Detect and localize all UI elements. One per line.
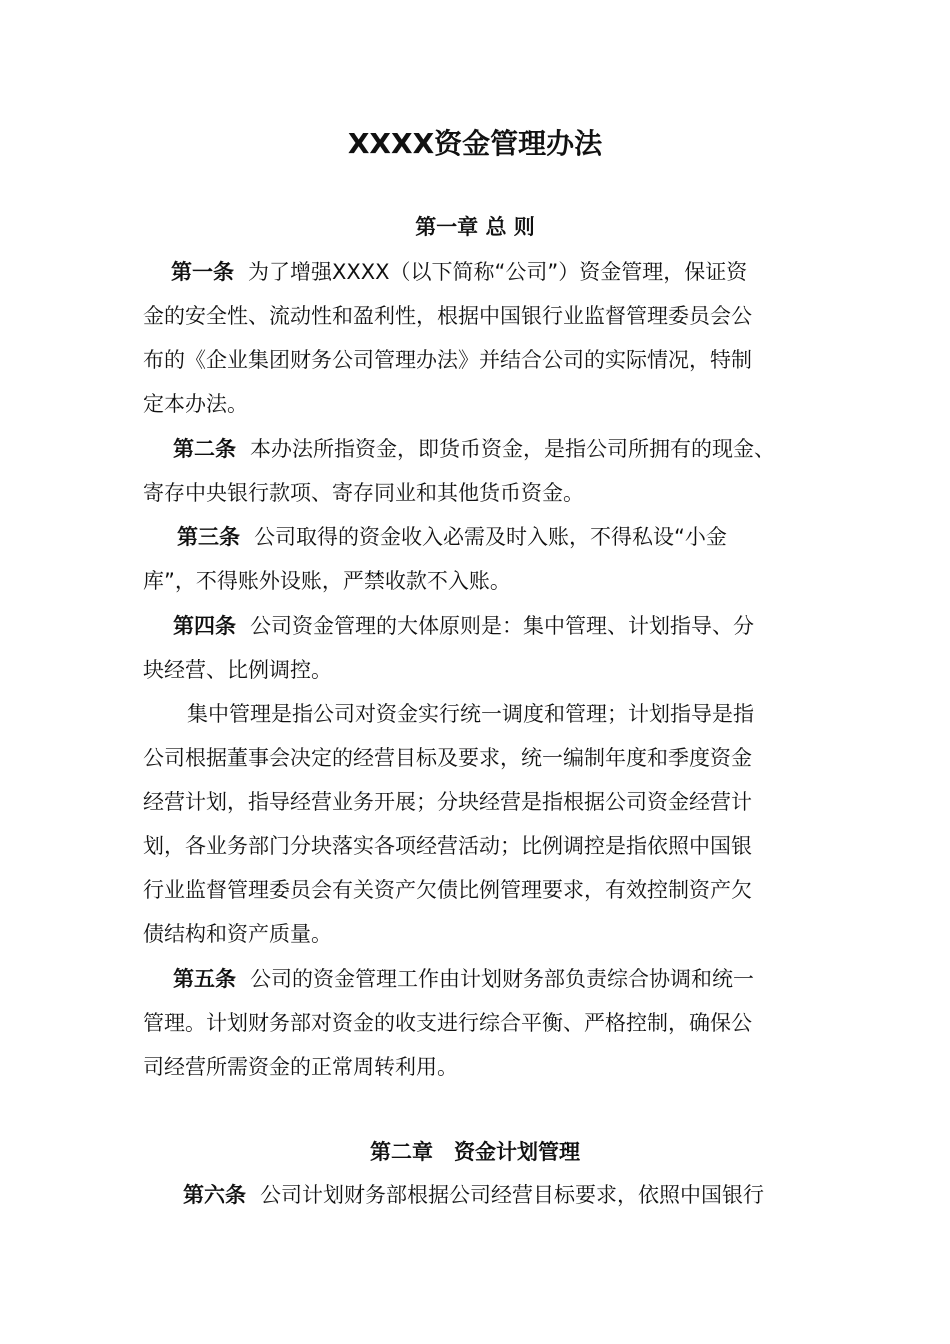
article-2-line-2: 寄存中央银行款项、寄存同业和其他货币资金。 xyxy=(143,481,584,505)
detail-line-2: 公司根据董事会决定的经营目标及要求，统一编制年度和季度资金 xyxy=(143,746,752,770)
article-5-text: 公司的资金管理工作由计划财务部负责综合协调和统一 xyxy=(250,967,754,991)
document-title: XXXX资金管理办法 xyxy=(347,127,603,160)
article-3 xyxy=(143,515,813,603)
detail-line-5: 行业监督管理委员会有关资产欠债比例管理要求，有效控制资产欠 xyxy=(143,878,752,902)
article-2-label: 第二条 xyxy=(173,437,236,461)
article-2-text: 本办法所指资金，即货币资金，是指公司所拥有的现金、 xyxy=(250,437,775,461)
article-2-line-1 xyxy=(143,427,813,471)
article-5-line-1 xyxy=(143,957,813,1001)
article-5-line-2: 管理。计划财务部对资金的收支进行综合平衡、严格控制，确保公 xyxy=(143,1011,752,1035)
article-1-line-4: 定本办法。 xyxy=(143,392,248,416)
article-1-label: 第一条 xyxy=(171,260,234,284)
article-1-line-3: 布的《企业集团财务公司管理办法》并结合公司的实际情况，特制 xyxy=(143,348,752,372)
article-6-label: 第六条 xyxy=(183,1183,246,1207)
detail-line-4: 划，各业务部门分块落实各项经营活动；比例调控是指依照中国银 xyxy=(143,834,752,858)
article-6-text: 公司计划财务部根据公司经营目标要求，依照中国银行 xyxy=(260,1183,764,1207)
article-3-line-2: 库”，不得账外设账，严禁收款不入账。 xyxy=(143,569,511,593)
article-3-label: 第三条 xyxy=(177,525,240,549)
article-3-line-1 xyxy=(143,515,813,559)
article-4-label: 第四条 xyxy=(173,614,236,638)
article-1-line-2: 金的安全性、流动性和盈利性，根据中国银行业监督管理委员会公 xyxy=(143,304,752,328)
article-1-line-1 xyxy=(143,250,813,294)
article-5 xyxy=(143,957,813,1089)
article-4 xyxy=(143,604,813,692)
detail-line-1: 集中管理是指公司对资金实行统一调度和管理；计划指导是指 xyxy=(187,702,754,726)
chapter-heading-1: 第一章 总 则 xyxy=(415,215,535,239)
chapter-heading-2: 第二章 资金计划管理 xyxy=(370,1140,580,1164)
detail-line-3: 经营计划，指导经营业务开展；分块经营是指根据公司资金经营计 xyxy=(143,790,752,814)
article-4-text: 公司资金管理的大体原则是：集中管理、计划指导、分 xyxy=(250,614,754,638)
article-4-line-2: 块经营、比例调控。 xyxy=(143,658,332,682)
article-2 xyxy=(143,427,813,515)
article-1 xyxy=(143,250,813,426)
article-5-label: 第五条 xyxy=(173,967,236,991)
article-6-line-1 xyxy=(143,1173,813,1217)
article-6 xyxy=(143,1173,813,1217)
article-5-line-3: 司经营所需资金的正常周转利用。 xyxy=(143,1055,458,1079)
detail-line-6: 债结构和资产质量。 xyxy=(143,922,332,946)
article-1-text: 为了增强XXXX（以下简称“公司”）资金管理，保证资 xyxy=(248,260,748,284)
article-4-detail xyxy=(143,692,813,956)
article-4-line-1 xyxy=(143,604,813,648)
article-3-text: 公司取得的资金收入必需及时入账，不得私设“小金 xyxy=(254,525,727,549)
